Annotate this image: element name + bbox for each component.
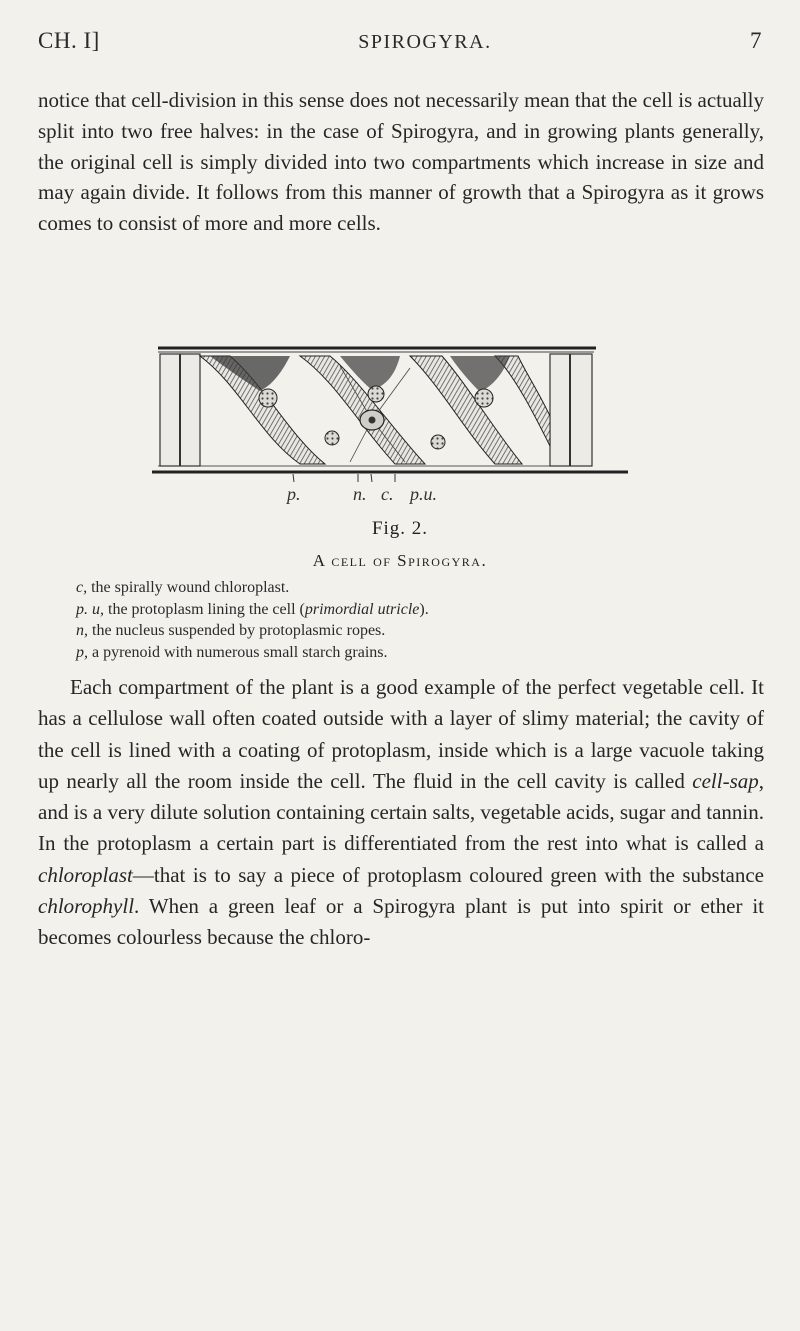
legend-text: the protoplasm lining the cell ( — [104, 600, 305, 618]
legend-key: p. u, — [76, 600, 104, 618]
figure-label-n: n. — [353, 484, 367, 504]
text-run: Each compartment of the plant is a good example of the perfect vegetable cell. It has a cellulose wall often coated outside with a layer of slimy material; the cavity of the cell is lined with a coating of protoplasm, inside which is a large vacuole taking up nearly all the room inside the cell. The fluid in the cell cavity is called — [38, 675, 764, 793]
legend-text: a pyrenoid with numerous small starch grains. — [88, 643, 388, 661]
legend-key: n, — [76, 622, 88, 639]
legend-item — [76, 620, 756, 642]
figure-label-p: p. — [287, 484, 301, 504]
text-run: —that is to say a piece of protoplasm coloured green with the substance — [132, 862, 764, 887]
legend-key: c, — [76, 579, 88, 596]
italic-term: chloroplast — [38, 862, 133, 887]
figure-caption-title: A cell of Spirogyra. — [312, 551, 488, 570]
page-number: 7 — [749, 28, 762, 53]
legend-item — [76, 642, 756, 664]
figure-label-pu: p.u. — [410, 484, 437, 504]
legend-text-after: ). — [419, 600, 429, 618]
text-run: . When a green leaf or a Spirogyra plant is put into spirit or ether it becomes colourless because the chloro- — [38, 894, 764, 950]
italic-term: cell-sap — [692, 768, 759, 793]
running-title: SPIROGYRA. — [358, 31, 492, 53]
paragraph-vegetable-cell — [38, 672, 764, 954]
running-head — [38, 28, 762, 54]
legend-key: p, — [76, 643, 88, 661]
legend-item — [76, 599, 756, 621]
legend-item — [76, 577, 756, 599]
paragraph-cell-division: notice that cell-division in this sense does not necessarily mean that the cell is actually split into two free halves: in the case of Spirogyra, and in growing plants generally, the original cell is simply divided into two compartments which increase in size and may again divide. It follows from this manner of growth that a Spirogyra as it grows comes to consist of more and more cells. — [38, 88, 764, 236]
text-run: , and is a very dilute solution containing certain salts, vegetable acids, sugar and tannin. In the protoplasm a certain part is differentiated from the rest into what is called a — [38, 768, 764, 856]
figure-label-c: c. — [381, 484, 394, 504]
chapter-marker: CH. I] — [38, 28, 100, 53]
figure-number: Fig. 2. — [371, 518, 429, 539]
legend-italic-term: primordial utricle — [304, 600, 420, 618]
legend-text: the spirally wound chloroplast. — [87, 579, 290, 596]
legend-text: the nucleus suspended by protoplasmic ropes. — [88, 622, 386, 639]
figure-legend — [76, 577, 756, 663]
figure-labels — [0, 484, 800, 510]
italic-term: chlorophyll — [38, 894, 135, 919]
